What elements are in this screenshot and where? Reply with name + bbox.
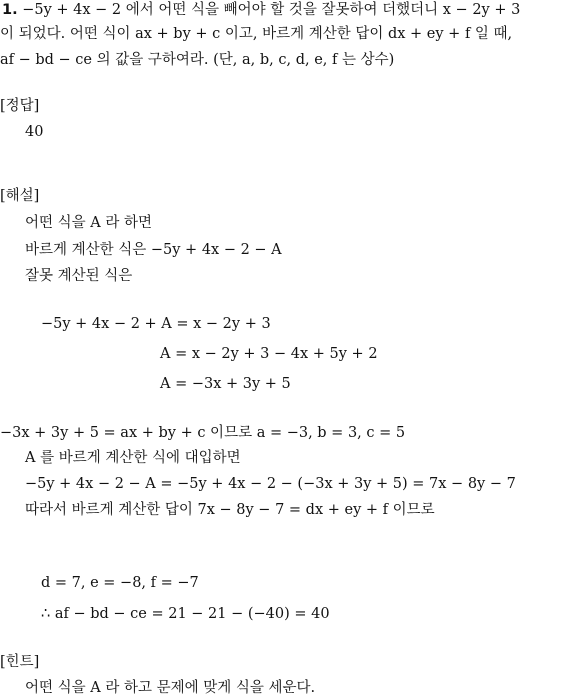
hint-text: 어떤 식을 A 라 하고 문제에 맞게 식을 세운다. <box>25 680 316 696</box>
equation-line: d = 7, e = −8, f = −7 <box>41 575 199 591</box>
solution-line: 어떤 식을 A 라 하면 <box>25 215 152 231</box>
problem-line-2: 이 되었다. 어떤 식이 ax + by + c 이고, 바르게 계산한 답이 dx + ey + f 일 때, <box>0 26 513 42</box>
problem-line-3: af − bd − ce 의 값을 구하여라. (단, a, b, c, d, e, f 는 상수) <box>0 52 395 68</box>
equation-line: A = x − 2y + 3 − 4x + 5y + 2 <box>160 346 378 362</box>
equation-line: A = −3x + 3y + 5 <box>160 376 291 392</box>
equation-line: −5y + 4x − 2 − A = −5y + 4x − 2 − (−3x + 3y + 5) = 7x − 8y − 7 <box>25 476 516 492</box>
problem-number: 1. <box>2 2 18 18</box>
answer-heading: [정답] <box>0 98 40 114</box>
equation-line: −5y + 4x − 2 + A = x − 2y + 3 <box>41 316 271 332</box>
solution-line: A 를 바르게 계산한 식에 대입하면 <box>25 450 241 466</box>
solution-heading: [해설] <box>0 188 40 204</box>
solution-line: −3x + 3y + 5 = ax + by + c 이므로 a = −3, b = 3, c = 5 <box>0 425 406 441</box>
solution-line: 잘못 계산된 식은 <box>25 268 133 284</box>
answer-value: 40 <box>25 124 44 140</box>
solution-line: 따라서 바르게 계산한 답이 7x − 8y − 7 = dx + ey + f 이므로 <box>25 502 435 518</box>
equation-line: ∴ af − bd − ce = 21 − 21 − (−40) = 40 <box>41 606 330 622</box>
hint-heading: [힌트] <box>0 654 40 670</box>
solution-line: 바르게 계산한 식은 −5y + 4x − 2 − A <box>25 242 282 258</box>
problem-line-1: −5y + 4x − 2 에서 어떤 식을 빼어야 할 것을 잘못하여 더했더니 x − 2y + 3 <box>22 2 521 18</box>
